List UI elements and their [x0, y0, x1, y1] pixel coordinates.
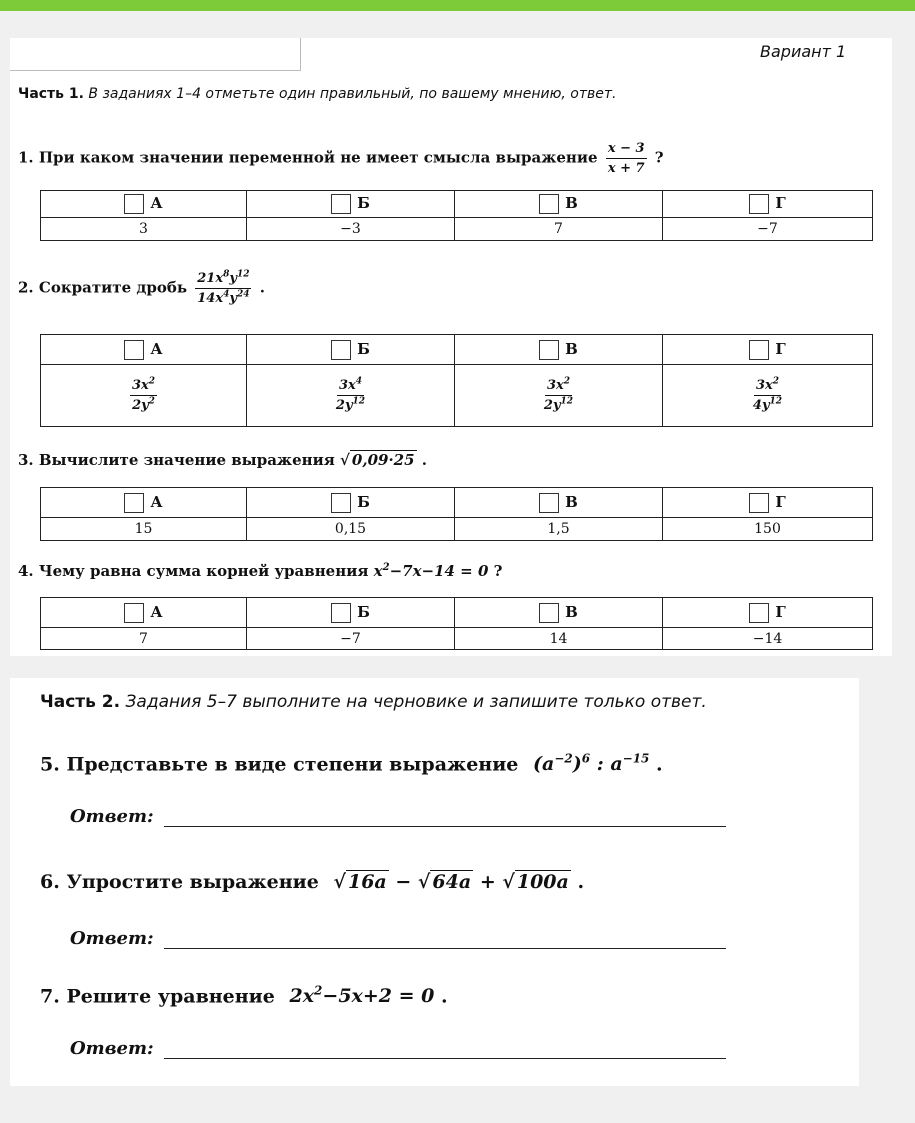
answer-value: 3	[41, 218, 247, 241]
question-5-expression: $(a^{-2})^6$ : $a^{-15}$	[533, 752, 650, 776]
question-5	[40, 752, 663, 775]
option-b-cell: Б	[247, 488, 455, 518]
option-checkbox[interactable]	[749, 194, 769, 214]
question-5-end: .	[656, 753, 663, 776]
option-b-cell: Б	[247, 335, 455, 365]
option-checkbox[interactable]	[331, 194, 351, 214]
option-checkbox[interactable]	[749, 603, 769, 623]
question-4-end: ?	[493, 562, 503, 580]
question-3-end: .	[421, 451, 428, 469]
question-1-fraction: $\frac{x - 3}{x + 7}$	[607, 141, 645, 176]
question-2-text: 2. Сократите дробь	[18, 278, 188, 297]
answer-value: −14	[663, 628, 873, 650]
answer-value: $\frac{3x^2}{2y^2}$	[41, 365, 247, 427]
question-2	[18, 270, 265, 307]
option-checkbox[interactable]	[331, 340, 351, 360]
answer-value: −7	[247, 628, 455, 650]
answer-value: $\frac{3x^2}{4y^{12}}$	[663, 365, 873, 427]
option-checkbox[interactable]	[539, 603, 559, 623]
part2-instruction: Задания 5–7 выполните на черновике и запишите только ответ.	[125, 692, 707, 712]
option-checkbox[interactable]	[539, 493, 559, 513]
question-1-text: 1. При каком значении переменной не имеет смысла выражение	[18, 148, 598, 167]
part1-label: Часть 1.	[18, 86, 84, 102]
answer-value: −3	[247, 218, 455, 241]
answer-label: Ответ:	[70, 806, 154, 827]
part2-label: Часть 2.	[40, 692, 121, 712]
answer-table-3	[40, 487, 873, 541]
option-g-cell: Г	[663, 598, 873, 628]
answer-table-1	[40, 190, 873, 241]
part1-instruction: В заданиях 1–4 отметьте один правильный, по вашему мнению, ответ.	[88, 86, 617, 102]
answer-label: Ответ:	[70, 1038, 154, 1059]
part2-heading	[40, 692, 707, 712]
answer-value: $\frac{3x^2}{2y^{12}}$	[455, 365, 663, 427]
option-checkbox[interactable]	[124, 194, 144, 214]
question-7-end: .	[441, 985, 448, 1008]
question-2-end: .	[259, 278, 265, 297]
option-v-cell: В	[455, 191, 663, 218]
option-v-cell: В	[455, 488, 663, 518]
question-7-text: 7. Решите уравнение	[40, 985, 275, 1008]
question-7-equation: $2x^2-5x+2 = 0$	[289, 984, 435, 1008]
option-a-cell: А	[41, 191, 247, 218]
answer-value: $\frac{3x^4}{2y^{12}}$	[247, 365, 455, 427]
question-6-expression: √ 16a − √ 64a + √ 100a	[333, 871, 569, 893]
answer-line[interactable]	[164, 808, 726, 827]
top-accent-bar	[0, 0, 915, 11]
question-4-equation: $x^2-7x-14 = 0$	[373, 562, 489, 580]
option-a-cell: А	[41, 335, 247, 365]
answer-value: 15	[41, 518, 247, 541]
question-6-text: 6. Упростите выражение	[40, 871, 319, 893]
question-4-text: 4. Чему равна сумма корней уравнения	[18, 562, 369, 580]
answer-value: 1,5	[455, 518, 663, 541]
question-6-end: .	[577, 871, 585, 893]
option-checkbox[interactable]	[124, 340, 144, 360]
option-checkbox[interactable]	[749, 340, 769, 360]
option-b-cell: Б	[247, 598, 455, 628]
option-v-cell: В	[455, 598, 663, 628]
variant-label: Вариант 1	[760, 42, 847, 61]
option-g-cell: Г	[663, 191, 873, 218]
answer-value: 7	[41, 628, 247, 650]
student-name-box	[10, 38, 301, 71]
option-a-cell: А	[41, 488, 247, 518]
option-checkbox[interactable]	[331, 603, 351, 623]
option-b-cell: Б	[247, 191, 455, 218]
option-checkbox[interactable]	[539, 194, 559, 214]
question-1-end: ?	[654, 148, 664, 167]
answer-value: −7	[663, 218, 873, 241]
question-4	[18, 562, 502, 580]
option-checkbox[interactable]	[124, 493, 144, 513]
answer-line[interactable]	[164, 1040, 726, 1059]
option-checkbox[interactable]	[331, 493, 351, 513]
option-v-cell: В	[455, 335, 663, 365]
answer-value: 14	[455, 628, 663, 650]
part1-heading	[18, 86, 616, 102]
answer-table-2	[40, 334, 873, 427]
question-6	[40, 870, 584, 893]
answer-label: Ответ:	[70, 928, 154, 949]
question-5-text: 5. Представьте в виде степени выражение	[40, 753, 519, 776]
question-3-text: 3. Вычислите значение выражения	[18, 451, 335, 469]
question-2-fraction: $\frac{21x^8y^{12}}{14x^4y^{24}}$	[197, 269, 250, 306]
question-3-radicand: 0,09·25	[351, 451, 415, 469]
answer-value: 7	[455, 218, 663, 241]
answer-table-4	[40, 597, 873, 650]
answer-value: 0,15	[247, 518, 455, 541]
option-checkbox[interactable]	[749, 493, 769, 513]
question-3: 3. Вычислите значение выражения √ 0,09·25 .	[18, 451, 428, 469]
option-g-cell: Г	[663, 335, 873, 365]
answer-line[interactable]	[164, 930, 726, 949]
option-checkbox[interactable]	[124, 603, 144, 623]
option-checkbox[interactable]	[539, 340, 559, 360]
question-1	[18, 140, 664, 177]
question-7	[40, 984, 448, 1007]
answer-value: 150	[663, 518, 873, 541]
option-a-cell: А	[41, 598, 247, 628]
option-g-cell: Г	[663, 488, 873, 518]
